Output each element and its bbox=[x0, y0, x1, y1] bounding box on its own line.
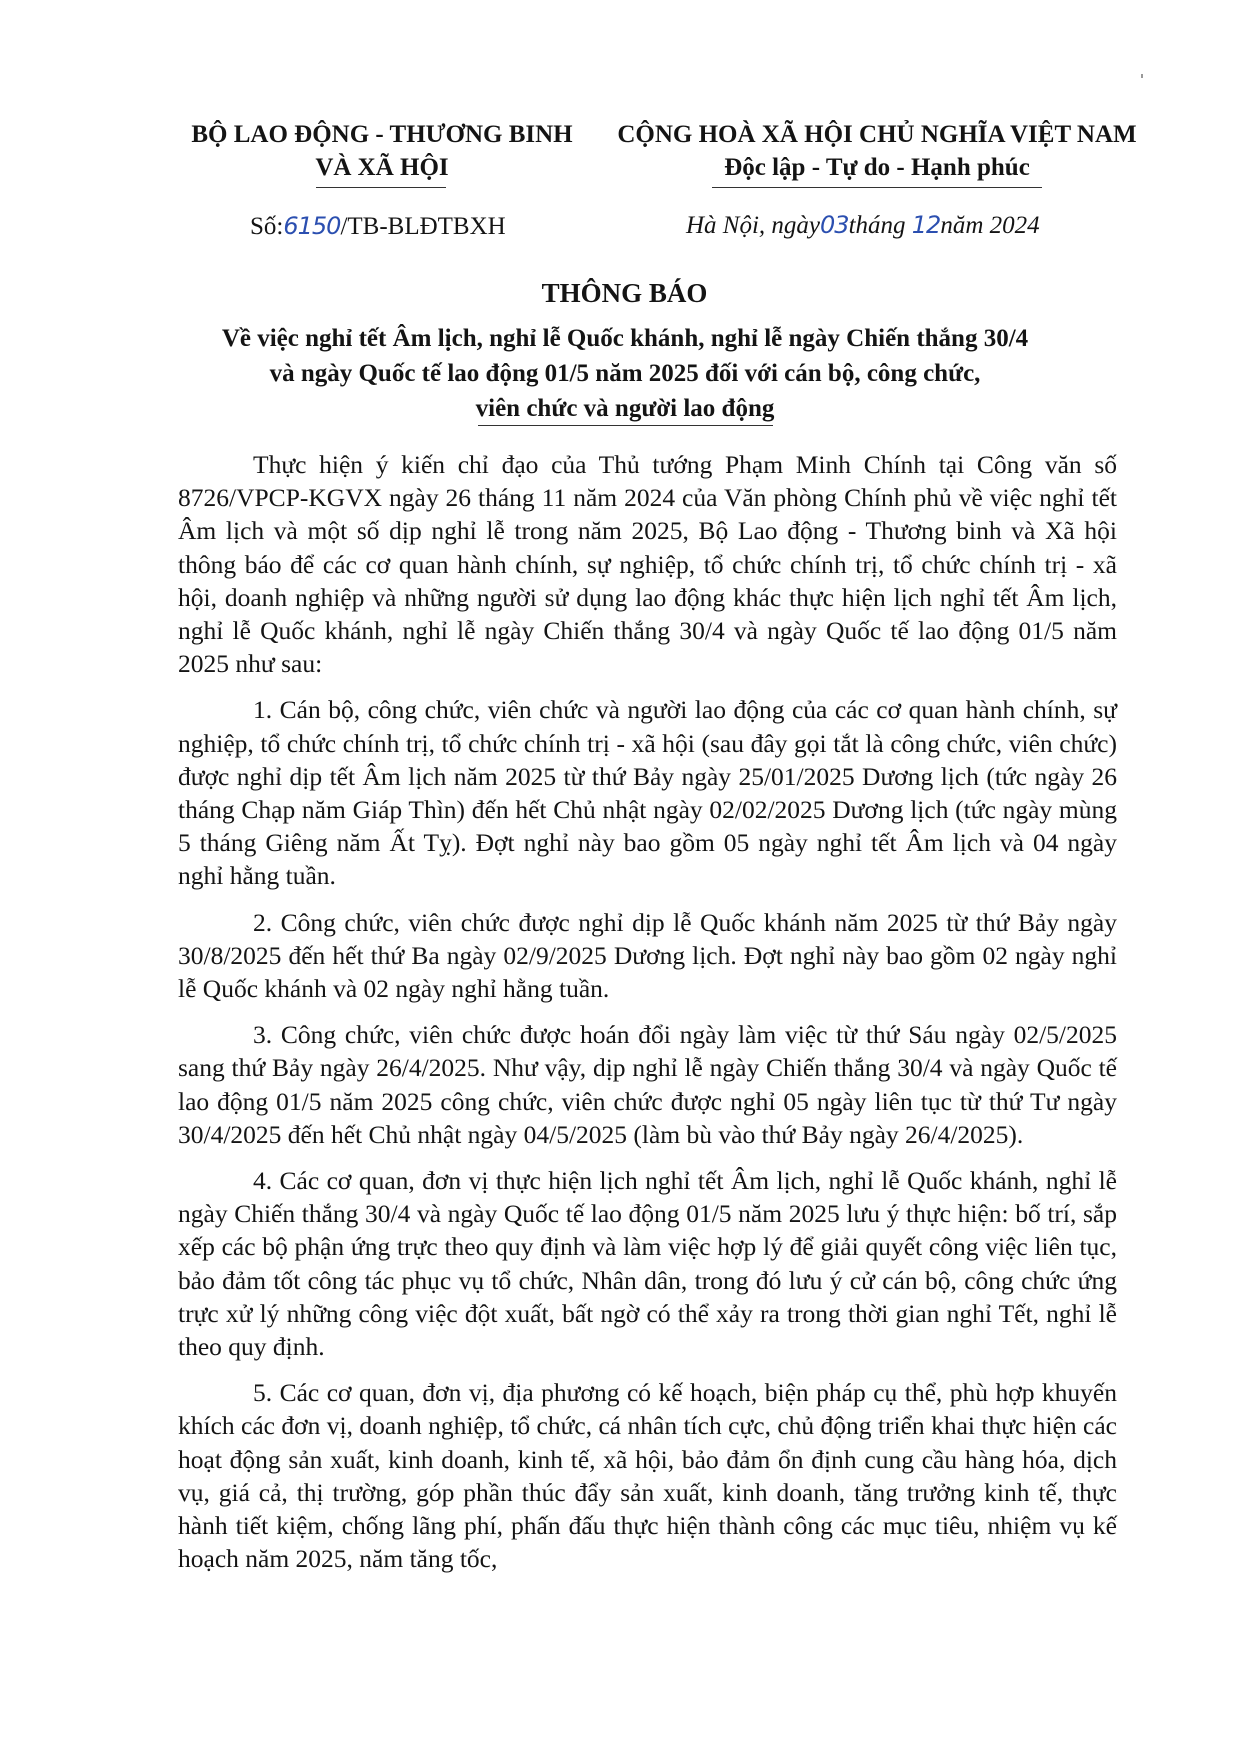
national-motto: Độc lập - Tự do - Hạnh phúc bbox=[724, 154, 1030, 181]
subject-line-2: và ngày Quốc tế lao động 01/5 năm 2025 đối với cán bộ, công chức, bbox=[269, 360, 981, 387]
agency-underline bbox=[316, 187, 446, 188]
subject-line-1: Về việc nghỉ tết Âm lịch, nghỉ lễ Quốc khánh, nghỉ lễ ngày Chiến thắng 30/4 bbox=[221, 325, 1029, 352]
date-month-handwritten: 12 bbox=[911, 211, 941, 239]
item-4-paragraph: 4. Các cơ quan, đơn vị thực hiện lịch nghỉ tết Âm lịch, nghỉ lễ Quốc khánh, nghỉ lễ ngày Chiến thắng 30/4 và ngày Quốc tế lao động 01/5 năm 2025 lưu ý thực hiện: bố trí, sắp xếp các bộ phận ứng trực theo quy định và làm việc hợp lý để giải quyết công việc liên tục, bảo đảm tốt công tác phục vụ tổ chức, Nhân dân, trong đó lưu ý cử cán bộ, công chức ứng trực xử lý những công việc đột xuất, bất ngờ có thể xảy ra trong thời gian nghỉ Tết, nghỉ lễ theo quy định. bbox=[178, 1166, 1117, 1362]
document-number bbox=[250, 212, 506, 241]
date-place: Hà Nội, ngày bbox=[686, 212, 821, 239]
date-month-word: tháng bbox=[848, 212, 906, 239]
date-day-handwritten: 03 bbox=[820, 211, 849, 239]
item-1-paragraph: 1. Cán bộ, công chức, viên chức và người lao động của các cơ quan hành chính, sự nghiệp, tổ chức chính trị, tổ chức chính trị - xã hội (sau đây gọi tắt là công chức, viên chức) được nghỉ dịp tết Âm lịch năm 2025 từ thứ Bảy ngày 25/01/2025 Dương lịch (tức ngày 26 tháng Chạp năm Giáp Thìn) đến hết Chủ nhật ngày 02/02/2025 Dương lịch (tức ngày mùng 5 tháng Giêng năm Ất Tỵ). Đợt nghỉ này bao gồm 05 ngày nghỉ tết Âm lịch và 04 ngày nghỉ hằng tuần. bbox=[178, 695, 1117, 891]
date-line bbox=[686, 211, 1040, 240]
motto-underline bbox=[712, 187, 1042, 188]
intro-paragraph: Thực hiện ý kiến chỉ đạo của Thủ tướng Phạm Minh Chính tại Công văn số 8726/VPCP-KGVX ngày 26 tháng 11 năm 2024 của Văn phòng Chính phủ về việc nghỉ tết Âm lịch và một số dịp nghỉ lễ trong năm 2025, Bộ Lao động - Thương binh và Xã hội thông báo để các cơ quan hành chính, sự nghiệp, tổ chức chính trị, tổ chức chính trị - xã hội, doanh nghiệp và những người sử dụng lao động khác thực hiện lịch nghỉ tết Âm lịch, nghỉ lễ Quốc khánh, nghỉ lễ ngày Chiến thắng 30/4 và ngày Quốc tế lao động 01/5 năm 2025 như sau: bbox=[178, 450, 1117, 679]
scan-speck bbox=[1141, 74, 1143, 78]
national-heading bbox=[612, 118, 1142, 184]
item-2-paragraph: 2. Công chức, viên chức được nghỉ dịp lễ Quốc khánh năm 2025 từ thứ Bảy ngày 30/8/2025 đến hết thứ Ba ngày 02/9/2025 Dương lịch. Đợt nghỉ này bao gồm 02 ngày nghỉ lễ Quốc khánh và 02 ngày nghỉ hằng tuần. bbox=[178, 907, 1117, 1004]
item-5-paragraph: 5. Các cơ quan, đơn vị, địa phương có kế hoạch, biện pháp cụ thể, phù hợp khuyến khích các đơn vị, doanh nghiệp, tổ chức, cá nhân tích cực, chủ động triển khai thực hiện các hoạt động sản xuất, kinh doanh, kinh tế, xã hội, bảo đảm ổn định cung cầu hàng hóa, dịch vụ, giá cả, thị trường, góp phần thúc đẩy sản xuất, kinh doanh, tăng trưởng kinh tế, thực hành tiết kiệm, chống lãng phí, phấn đấu thực hiện thành công các mục tiêu, nhiệm vụ kế hoạch năm 2025, năm tăng tốc, bbox=[178, 1378, 1117, 1574]
document-subject bbox=[150, 321, 1100, 426]
country-name: CỘNG HOÀ XÃ HỘI CHỦ NGHĨA VIỆT NAM bbox=[617, 121, 1137, 148]
date-year: năm 2024 bbox=[940, 212, 1040, 239]
item-3-paragraph: 3. Công chức, viên chức được hoán đổi ngày làm việc từ thứ Sáu ngày 02/5/2025 sang thứ Bảy ngày 26/4/2025. Như vậy, dịp nghỉ lễ ngày Chiến thắng 30/4 và ngày Quốc tế lao động 01/5 năm 2025 công chức, viên chức được nghỉ 05 ngày liên tục từ thứ Tư ngày 30/4/2025 đến hết Chủ nhật ngày 04/5/2025 (làm bù vào thứ Bảy ngày 26/4/2025). bbox=[178, 1020, 1117, 1149]
document-title: THÔNG BÁO bbox=[541, 278, 708, 308]
subject-line-3: viên chức và người lao động bbox=[475, 395, 775, 422]
doc-number-suffix: /TB-BLĐTBXH bbox=[340, 213, 506, 240]
agency-line-1: BỘ LAO ĐỘNG - THƯƠNG BINH bbox=[191, 121, 573, 148]
agency-line-2: VÀ XÃ HỘI bbox=[315, 154, 449, 181]
doc-number-prefix: Số: bbox=[250, 213, 284, 240]
subject-underline bbox=[478, 425, 773, 426]
document-body bbox=[178, 448, 1117, 1589]
doc-number-handwritten: 6150 bbox=[283, 212, 341, 240]
issuing-agency bbox=[186, 118, 578, 184]
